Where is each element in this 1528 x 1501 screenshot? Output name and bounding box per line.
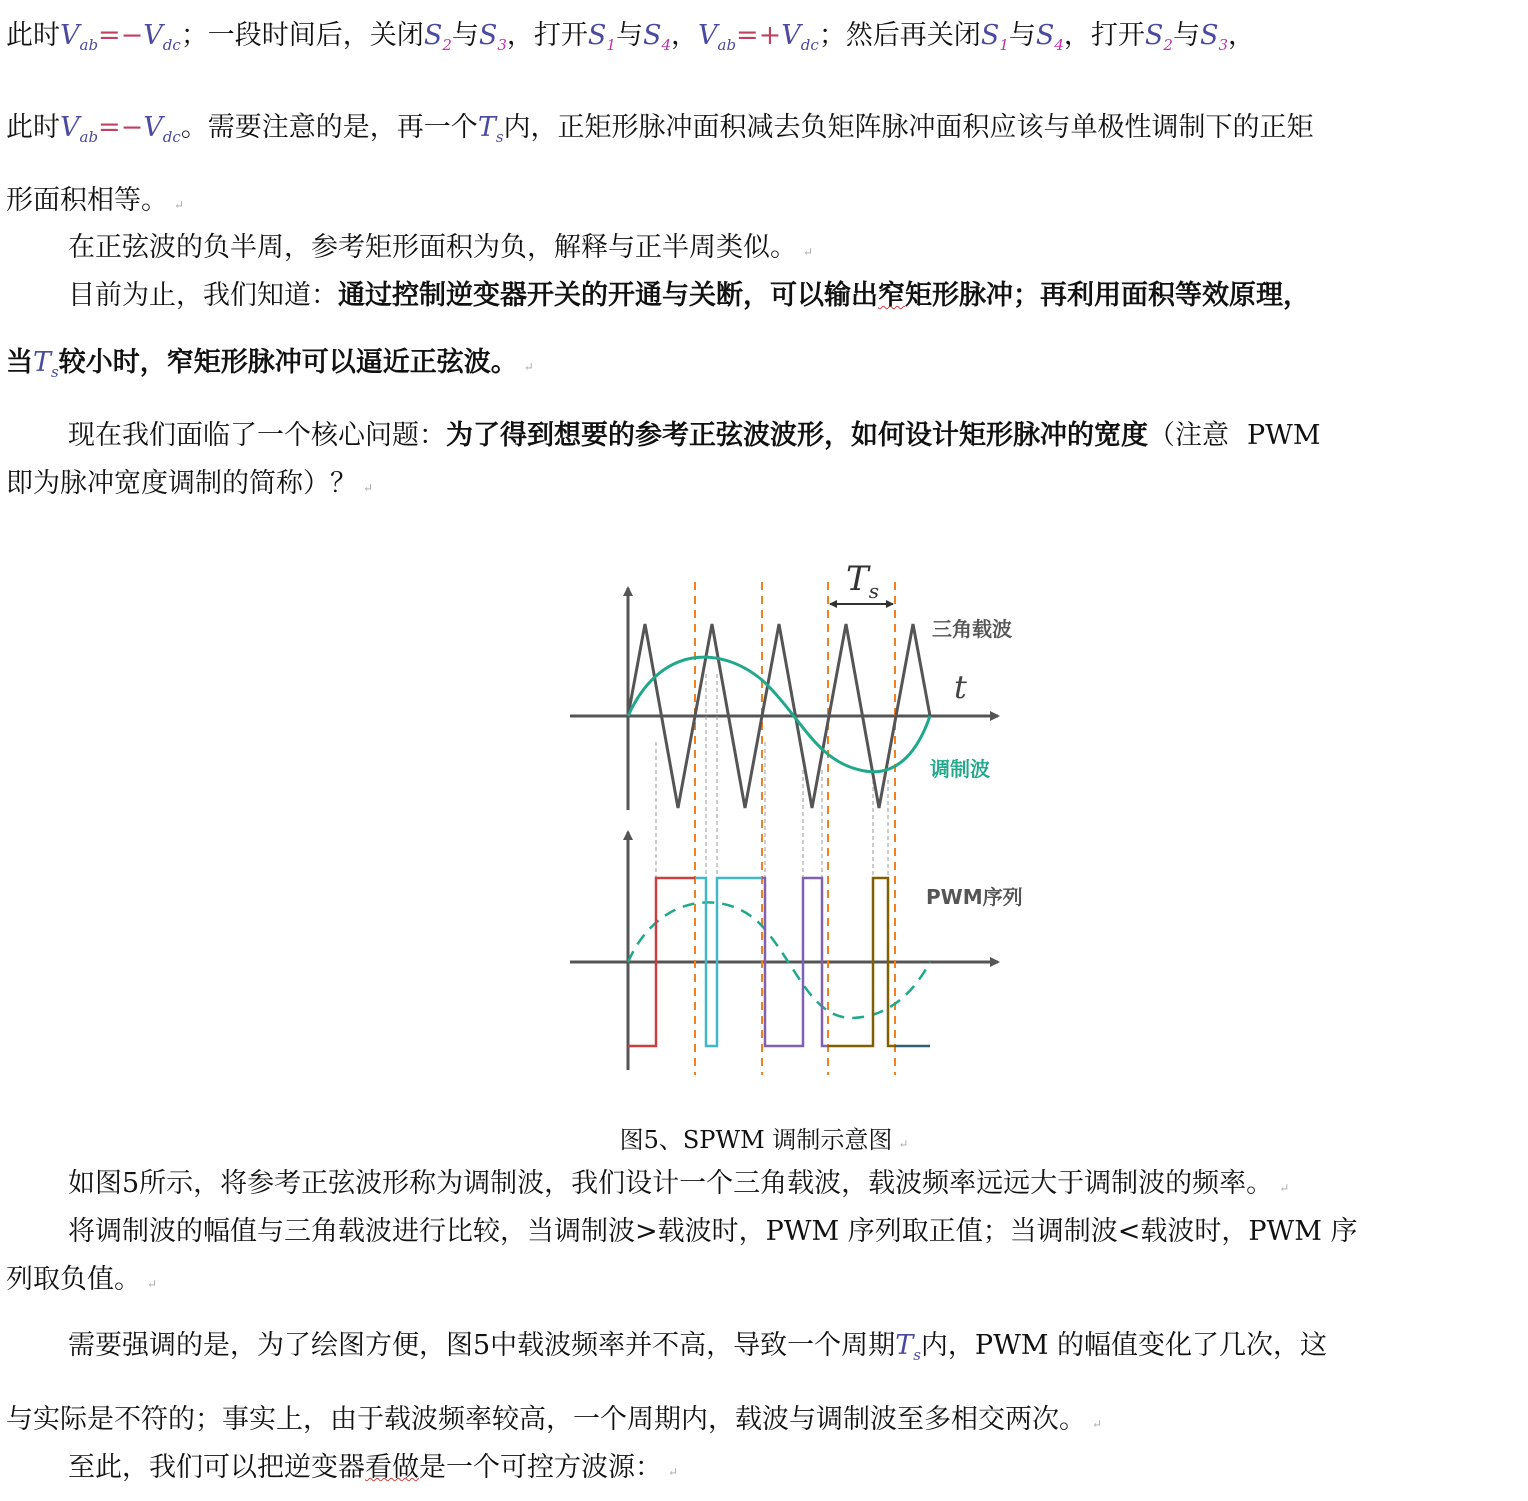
text-span: 与: [615, 20, 643, 51]
text-span: 至此，我们可以把逆变器: [68, 1452, 365, 1483]
text-span: 即为脉冲宽度调制的简称）？: [6, 468, 357, 499]
text-span: ，: [1228, 20, 1255, 51]
text-span: （注意: [1148, 420, 1229, 451]
t-axis-label: t: [954, 668, 967, 706]
text-span: ；一段时间后，关闭: [180, 20, 424, 51]
math-s2: S: [423, 20, 443, 51]
math-subscript: 4: [1054, 36, 1064, 54]
text-span: ，打开: [1063, 20, 1145, 51]
text-span: 看做: [365, 1452, 419, 1483]
math-subscript: 1: [606, 36, 616, 54]
math-s3: S: [478, 20, 498, 51]
math-s1: S: [980, 20, 1000, 51]
paragraph-line: [6, 18, 1522, 63]
math-ts: T: [33, 347, 52, 378]
math-v-ab: V: [698, 20, 718, 51]
math-v-dc: V: [143, 20, 163, 51]
bold-text: 矩形脉冲；再利用面积等效原理，: [905, 280, 1310, 311]
text-span: 列取负值。: [6, 1264, 141, 1295]
paragraph-line: [68, 1450, 1522, 1490]
paragraph-line: [6, 183, 1522, 223]
math-subscript: dc: [162, 36, 181, 54]
text-span: 将调制波的幅值与三角载波进行比较，当调制波>载波时，PWM 序列取正值；当调制波<载波时，PWM 序: [68, 1216, 1358, 1247]
math-subscript: 2: [442, 36, 452, 54]
math-subscript: ab: [79, 128, 99, 146]
paragraph-line: [6, 345, 1522, 390]
math-ts: T: [895, 1330, 914, 1361]
math-subscript: 4: [661, 36, 671, 54]
modulating-wave: [628, 657, 930, 772]
text-span: 是一个可控方波源：: [419, 1452, 662, 1483]
bold-text: 为了得到想要的参考正弦波波形，如何设计矩形脉冲的宽度: [446, 420, 1148, 451]
text-span: 内，正矩形脉冲面积减去负矩阵脉冲面积应该与单极性调制下的正矩: [503, 112, 1314, 143]
paragraph-line: [68, 1328, 1522, 1373]
text: [6, 18, 1255, 63]
text-span: ，: [671, 20, 698, 51]
reference-dashed-sine: [628, 902, 930, 1018]
text-span: 与实际是不符的；事实上，由于载波频率较高，一个周期内，载波与调制波至多相交两次。: [6, 1404, 1086, 1435]
math-subscript: 2: [1163, 36, 1173, 54]
paragraph-mark-icon: ↵: [1279, 1181, 1290, 1195]
text-span: 与: [1008, 20, 1036, 51]
text-span: 此时: [6, 20, 60, 51]
paragraph-mark-icon: ↵: [1092, 1417, 1103, 1431]
math-subscript: dc: [162, 128, 181, 146]
caption-text: 图5、SPWM 调制示意图: [619, 1126, 893, 1154]
math-subscript: s: [51, 363, 59, 381]
math-s4: S: [642, 20, 662, 51]
text-span: PWM: [1247, 420, 1321, 451]
paragraph-line: [68, 418, 1522, 454]
paragraph-line: [6, 1262, 1522, 1302]
paragraph-line: [68, 230, 1522, 270]
bold-text: 窄: [878, 280, 905, 311]
paragraph-mark-icon: ↵: [363, 481, 374, 495]
paragraph-mark-icon: ↵: [523, 360, 534, 374]
math-v-dc: V: [781, 20, 801, 51]
math-subscript: s: [913, 1346, 921, 1364]
math-v-ab: V: [60, 112, 80, 143]
paragraph-mark-icon: ↵: [174, 198, 185, 212]
math-subscript: ab: [717, 36, 737, 54]
text-span: 形面积相等。: [6, 185, 168, 216]
math-ts: T: [477, 112, 496, 143]
math-s3: S: [1199, 20, 1219, 51]
paragraph-mark-icon: ↵: [147, 1277, 158, 1291]
math-s1: S: [587, 20, 607, 51]
math-operator: =+: [736, 20, 782, 51]
text-span: 与: [1172, 20, 1200, 51]
math-s4: S: [1035, 20, 1055, 51]
text-span: 在正弦波的负半周，参考矩形面积为负，解释与正半周类似。: [68, 232, 797, 263]
math-operator: =−: [98, 112, 144, 143]
text-span: 。需要注意的是，再一个: [180, 112, 478, 143]
paragraph-line: [6, 1402, 1522, 1442]
bold-text: 当: [6, 347, 33, 378]
paragraph-line: [6, 466, 1522, 506]
text-span: 目前为止，我们知道：: [68, 280, 338, 311]
text-span: 此时: [6, 112, 60, 143]
figure-caption: [0, 1120, 1528, 1155]
math-subscript: 3: [497, 36, 507, 54]
paragraph-mark-icon: ↵: [898, 1137, 909, 1151]
bold-text: 通过控制逆变器开关的开通与关断，可以输出: [338, 280, 878, 311]
spwm-figure: [560, 550, 1040, 1090]
paragraph-mark-icon: ↵: [668, 1465, 679, 1479]
modulating-label: 调制波: [930, 757, 990, 781]
math-subscript: s: [495, 128, 504, 146]
paragraph-line: [68, 1166, 1522, 1206]
math-operator: =−: [98, 20, 144, 51]
math-subscript: 1: [999, 36, 1009, 54]
math-subscript: 3: [1218, 36, 1228, 54]
carrier-label: 三角载波: [932, 617, 1012, 641]
paragraph-line: [68, 1214, 1522, 1250]
text-span: 需要强调的是，为了绘图方便，图5中载波频率并不高，导致一个周期: [68, 1330, 896, 1361]
text-span: ；然后再关闭: [818, 20, 981, 51]
projection-lines: [656, 674, 888, 880]
math-v-ab: V: [60, 20, 80, 51]
bold-text: 较小时，窄矩形脉冲可以逼近正弦波。: [58, 347, 518, 378]
text-span: 现在我们面临了一个核心问题：: [68, 420, 446, 451]
math-subscript: dc: [800, 36, 819, 54]
paragraph-line: [6, 110, 1522, 155]
pwm-label: PWM序列: [926, 885, 1023, 909]
text-span: 与: [451, 20, 479, 51]
math-subscript: ab: [79, 36, 99, 54]
text-span: ，打开: [506, 20, 588, 51]
paragraph-mark-icon: ↵: [803, 245, 814, 259]
text-span: 内，PWM 的幅值变化了几次，这: [920, 1330, 1328, 1361]
ts-label: $T_s$: [846, 559, 879, 603]
period-markers: [695, 582, 895, 1075]
text-span: 如图5所示，将参考正弦波形称为调制波，我们设计一个三角载波，载波频率远远大于调制波的频率。: [68, 1168, 1274, 1199]
math-s2: S: [1144, 20, 1164, 51]
paragraph-line: [68, 278, 1522, 314]
math-v-dc: V: [143, 112, 163, 143]
